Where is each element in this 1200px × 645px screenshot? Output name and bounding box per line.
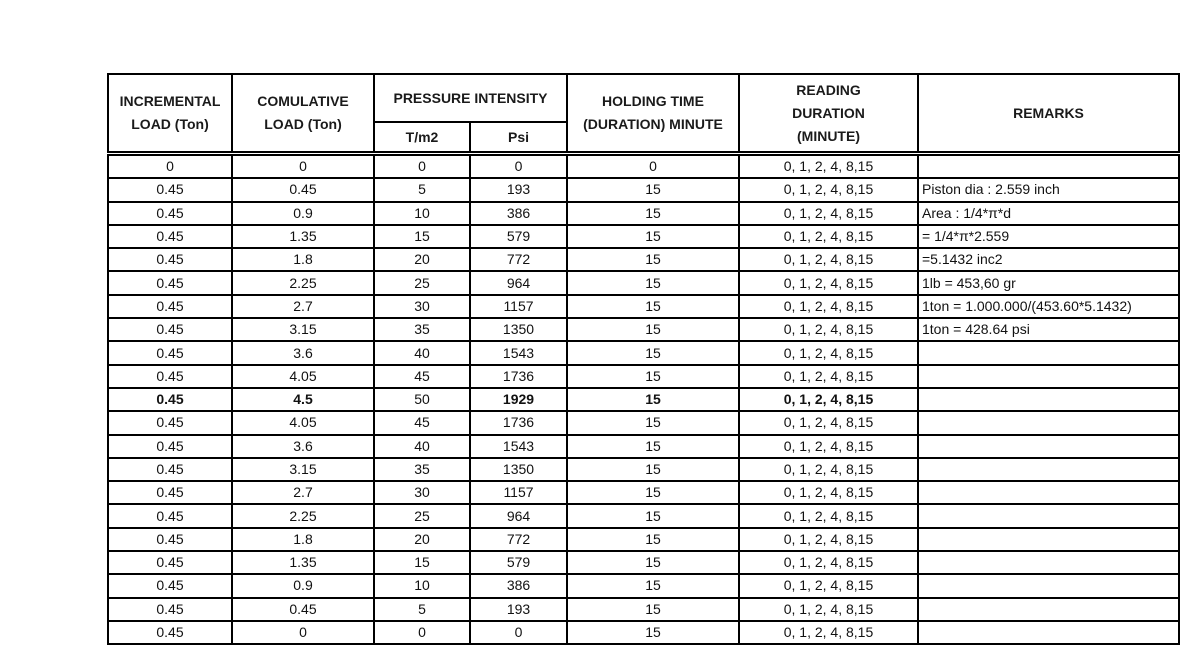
cell-remark — [918, 154, 1179, 179]
cell-remark — [918, 481, 1179, 504]
header-incremental-load: INCREMENTAL LOAD (Ton) — [108, 74, 232, 154]
cell-psi: 1157 — [470, 481, 567, 504]
cell-incremental-load: 0.45 — [108, 225, 232, 248]
table-body — [108, 154, 1179, 645]
cell-cumulative-load: 3.15 — [232, 458, 374, 481]
cell-psi: 1350 — [470, 318, 567, 341]
cell-incremental-load: 0.45 — [108, 341, 232, 364]
cell-psi: 1350 — [470, 458, 567, 481]
cell-t-m2: 15 — [374, 551, 470, 574]
cell-reading-duration: 0, 1, 2, 4, 8,15 — [739, 388, 918, 411]
table-row — [108, 295, 1179, 318]
cell-cumulative-load: 1.35 — [232, 551, 374, 574]
cell-psi: 964 — [470, 504, 567, 527]
cell-reading-duration: 0, 1, 2, 4, 8,15 — [739, 528, 918, 551]
cell-psi: 0 — [470, 154, 567, 179]
cell-remark — [918, 388, 1179, 411]
cell-psi: 386 — [470, 202, 567, 225]
cell-cumulative-load: 4.05 — [232, 411, 374, 434]
cell-psi: 0 — [470, 621, 567, 644]
table-row — [108, 435, 1179, 458]
cell-psi: 1736 — [470, 365, 567, 388]
table-row — [108, 271, 1179, 294]
table-row — [108, 318, 1179, 341]
cell-reading-duration: 0, 1, 2, 4, 8,15 — [739, 271, 918, 294]
table-row — [108, 504, 1179, 527]
header-t-m2: T/m2 — [374, 122, 470, 154]
load-test-table — [107, 73, 1180, 645]
cell-psi: 1929 — [470, 388, 567, 411]
cell-cumulative-load: 0 — [232, 154, 374, 179]
cell-cumulative-load: 0 — [232, 621, 374, 644]
table-row — [108, 621, 1179, 644]
cell-t-m2: 35 — [374, 458, 470, 481]
cell-t-m2: 35 — [374, 318, 470, 341]
cell-holding-time: 15 — [567, 435, 739, 458]
cell-reading-duration: 0, 1, 2, 4, 8,15 — [739, 551, 918, 574]
cell-cumulative-load: 3.15 — [232, 318, 374, 341]
header-reading-duration: READING DURATION (MINUTE) — [739, 74, 918, 154]
table-row — [108, 574, 1179, 597]
cell-cumulative-load: 2.7 — [232, 481, 374, 504]
cell-holding-time: 0 — [567, 154, 739, 179]
table-row — [108, 528, 1179, 551]
cell-remark: =5.1432 inc2 — [918, 248, 1179, 271]
cell-reading-duration: 0, 1, 2, 4, 8,15 — [739, 621, 918, 644]
cell-incremental-load: 0.45 — [108, 458, 232, 481]
cell-cumulative-load: 0.9 — [232, 202, 374, 225]
table-row — [108, 598, 1179, 621]
cell-t-m2: 45 — [374, 411, 470, 434]
cell-reading-duration: 0, 1, 2, 4, 8,15 — [739, 178, 918, 201]
cell-psi: 1543 — [470, 435, 567, 458]
cell-holding-time: 15 — [567, 318, 739, 341]
cell-psi: 1736 — [470, 411, 567, 434]
cell-psi: 579 — [470, 225, 567, 248]
cell-remark — [918, 341, 1179, 364]
cell-t-m2: 50 — [374, 388, 470, 411]
cell-remark — [918, 504, 1179, 527]
cell-incremental-load: 0.45 — [108, 271, 232, 294]
cell-t-m2: 10 — [374, 202, 470, 225]
header-holding-time: HOLDING TIME (DURATION) MINUTE — [567, 74, 739, 154]
cell-psi: 193 — [470, 598, 567, 621]
cell-t-m2: 5 — [374, 178, 470, 201]
table-row — [108, 551, 1179, 574]
cell-remark — [918, 598, 1179, 621]
load-test-table-container — [107, 73, 1180, 645]
cell-t-m2: 20 — [374, 248, 470, 271]
cell-reading-duration: 0, 1, 2, 4, 8,15 — [739, 154, 918, 179]
cell-holding-time: 15 — [567, 178, 739, 201]
cell-t-m2: 0 — [374, 621, 470, 644]
cell-remark — [918, 528, 1179, 551]
cell-holding-time: 15 — [567, 551, 739, 574]
cell-t-m2: 5 — [374, 598, 470, 621]
cell-reading-duration: 0, 1, 2, 4, 8,15 — [739, 295, 918, 318]
cell-reading-duration: 0, 1, 2, 4, 8,15 — [739, 365, 918, 388]
cell-t-m2: 40 — [374, 341, 470, 364]
cell-incremental-load: 0.45 — [108, 481, 232, 504]
cell-cumulative-load: 1.35 — [232, 225, 374, 248]
cell-reading-duration: 0, 1, 2, 4, 8,15 — [739, 248, 918, 271]
cell-holding-time: 15 — [567, 271, 739, 294]
cell-remark — [918, 411, 1179, 434]
cell-remark — [918, 458, 1179, 481]
header-psi: Psi — [470, 122, 567, 154]
cell-remark: = 1/4*π*2.559 — [918, 225, 1179, 248]
cell-incremental-load: 0.45 — [108, 388, 232, 411]
cell-incremental-load: 0.45 — [108, 365, 232, 388]
cell-remark — [918, 621, 1179, 644]
cell-holding-time: 15 — [567, 295, 739, 318]
cell-psi: 772 — [470, 248, 567, 271]
cell-holding-time: 15 — [567, 341, 739, 364]
cell-holding-time: 15 — [567, 202, 739, 225]
cell-reading-duration: 0, 1, 2, 4, 8,15 — [739, 341, 918, 364]
cell-incremental-load: 0.45 — [108, 318, 232, 341]
cell-holding-time: 15 — [567, 621, 739, 644]
cell-holding-time: 15 — [567, 411, 739, 434]
cell-cumulative-load: 3.6 — [232, 435, 374, 458]
cell-holding-time: 15 — [567, 574, 739, 597]
cell-psi: 579 — [470, 551, 567, 574]
cell-reading-duration: 0, 1, 2, 4, 8,15 — [739, 318, 918, 341]
cell-t-m2: 30 — [374, 295, 470, 318]
cell-cumulative-load: 1.8 — [232, 248, 374, 271]
cell-remark: 1lb = 453,60 gr — [918, 271, 1179, 294]
cell-incremental-load: 0.45 — [108, 435, 232, 458]
cell-cumulative-load: 1.8 — [232, 528, 374, 551]
cell-psi: 386 — [470, 574, 567, 597]
cell-reading-duration: 0, 1, 2, 4, 8,15 — [739, 504, 918, 527]
cell-psi: 1543 — [470, 341, 567, 364]
cell-remark — [918, 365, 1179, 388]
cell-holding-time: 15 — [567, 528, 739, 551]
header-pressure-intensity: PRESSURE INTENSITY — [374, 74, 567, 122]
header-remarks: REMARKS — [918, 74, 1179, 154]
cell-psi: 772 — [470, 528, 567, 551]
cell-t-m2: 10 — [374, 574, 470, 597]
cell-remark: Area : 1/4*π*d — [918, 202, 1179, 225]
cell-t-m2: 20 — [374, 528, 470, 551]
cell-incremental-load: 0.45 — [108, 411, 232, 434]
cell-remark — [918, 551, 1179, 574]
cell-holding-time: 15 — [567, 388, 739, 411]
cell-cumulative-load: 4.05 — [232, 365, 374, 388]
table-row — [108, 341, 1179, 364]
table-row — [108, 481, 1179, 504]
table-row — [108, 458, 1179, 481]
table-row — [108, 225, 1179, 248]
table-row — [108, 202, 1179, 225]
cell-incremental-load: 0.45 — [108, 504, 232, 527]
cell-reading-duration: 0, 1, 2, 4, 8,15 — [739, 225, 918, 248]
cell-incremental-load: 0.45 — [108, 178, 232, 201]
cell-cumulative-load: 2.25 — [232, 504, 374, 527]
cell-incremental-load: 0 — [108, 154, 232, 179]
cell-remark: Piston dia : 2.559 inch — [918, 178, 1179, 201]
table-row — [108, 154, 1179, 179]
cell-remark — [918, 574, 1179, 597]
cell-t-m2: 0 — [374, 154, 470, 179]
cell-cumulative-load: 3.6 — [232, 341, 374, 364]
cell-incremental-load: 0.45 — [108, 528, 232, 551]
header-row — [108, 74, 1179, 122]
cell-holding-time: 15 — [567, 598, 739, 621]
cell-cumulative-load: 0.45 — [232, 598, 374, 621]
table-row — [108, 365, 1179, 388]
cell-reading-duration: 0, 1, 2, 4, 8,15 — [739, 574, 918, 597]
cell-incremental-load: 0.45 — [108, 248, 232, 271]
cell-reading-duration: 0, 1, 2, 4, 8,15 — [739, 411, 918, 434]
cell-psi: 1157 — [470, 295, 567, 318]
cell-holding-time: 15 — [567, 365, 739, 388]
cell-holding-time: 15 — [567, 504, 739, 527]
cell-incremental-load: 0.45 — [108, 295, 232, 318]
cell-remark: 1ton = 1.000.000/(453.60*5.1432) — [918, 295, 1179, 318]
cell-cumulative-load: 0.45 — [232, 178, 374, 201]
cell-t-m2: 25 — [374, 271, 470, 294]
cell-incremental-load: 0.45 — [108, 621, 232, 644]
cell-cumulative-load: 2.25 — [232, 271, 374, 294]
cell-incremental-load: 0.45 — [108, 574, 232, 597]
cell-incremental-load: 0.45 — [108, 202, 232, 225]
cell-t-m2: 30 — [374, 481, 470, 504]
cell-t-m2: 15 — [374, 225, 470, 248]
cell-psi: 964 — [470, 271, 567, 294]
cell-t-m2: 40 — [374, 435, 470, 458]
cell-holding-time: 15 — [567, 248, 739, 271]
table-row — [108, 388, 1179, 411]
cell-t-m2: 25 — [374, 504, 470, 527]
cell-holding-time: 15 — [567, 481, 739, 504]
cell-incremental-load: 0.45 — [108, 551, 232, 574]
cell-holding-time: 15 — [567, 225, 739, 248]
cell-cumulative-load: 2.7 — [232, 295, 374, 318]
cell-reading-duration: 0, 1, 2, 4, 8,15 — [739, 458, 918, 481]
cell-remark — [918, 435, 1179, 458]
table-row — [108, 248, 1179, 271]
cell-reading-duration: 0, 1, 2, 4, 8,15 — [739, 481, 918, 504]
cell-remark: 1ton = 428.64 psi — [918, 318, 1179, 341]
table-row — [108, 411, 1179, 434]
cell-holding-time: 15 — [567, 458, 739, 481]
table-row — [108, 178, 1179, 201]
header-cumulative-load: COMULATIVE LOAD (Ton) — [232, 74, 374, 154]
cell-reading-duration: 0, 1, 2, 4, 8,15 — [739, 202, 918, 225]
cell-reading-duration: 0, 1, 2, 4, 8,15 — [739, 598, 918, 621]
cell-reading-duration: 0, 1, 2, 4, 8,15 — [739, 435, 918, 458]
cell-psi: 193 — [470, 178, 567, 201]
cell-cumulative-load: 4.5 — [232, 388, 374, 411]
cell-cumulative-load: 0.9 — [232, 574, 374, 597]
cell-t-m2: 45 — [374, 365, 470, 388]
cell-incremental-load: 0.45 — [108, 598, 232, 621]
